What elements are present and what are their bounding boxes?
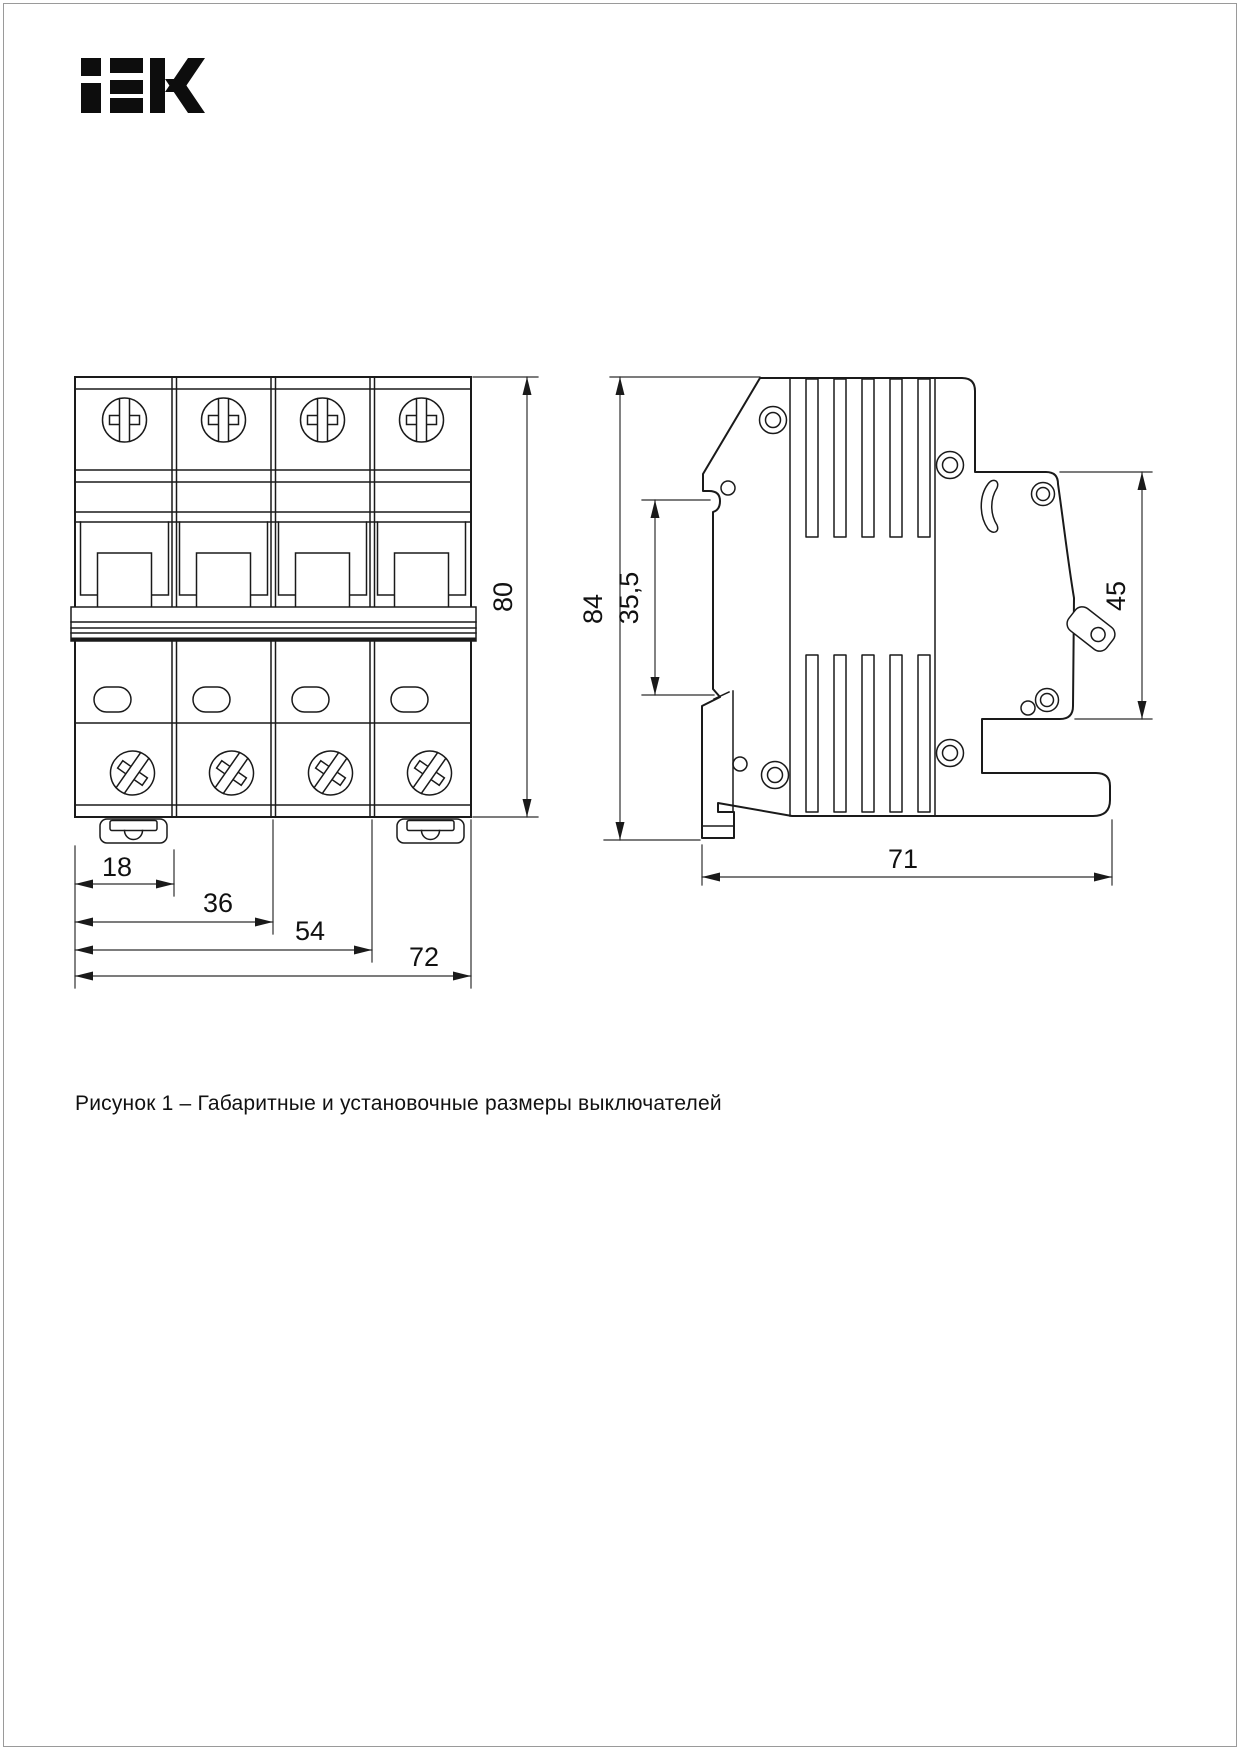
dim-label-18: 18 [101,852,133,882]
dim-label-72: 72 [408,942,440,972]
logo-k-arm [165,79,205,113]
logo-i-dot [81,58,101,76]
side-view-body [702,378,1119,838]
dim-label-36: 36 [202,888,234,918]
front-view [71,377,538,988]
iek-logo [81,58,205,113]
dim-label-45: 45 [1101,580,1131,612]
dim-label-84: 84 [578,593,608,625]
figure-caption: Рисунок 1 – Габаритные и установочные размеры выключателей [75,1092,722,1115]
logo-k-stem [150,58,165,113]
din-clip-front [397,819,464,843]
dim-label-54: 54 [294,916,326,946]
logo-e-bar [110,98,143,113]
din-clip-front [100,819,167,843]
dim-label-71: 71 [887,844,919,874]
dim-label-35-5: 35,5 [614,571,644,625]
side-view [578,377,1152,885]
front-view-body [71,377,476,843]
logo-e-bar [110,58,143,73]
handle-tie-bar [71,607,476,641]
dim-label-80: 80 [488,581,518,613]
logo-e-bar [110,80,143,94]
logo-i-stem [81,83,101,113]
